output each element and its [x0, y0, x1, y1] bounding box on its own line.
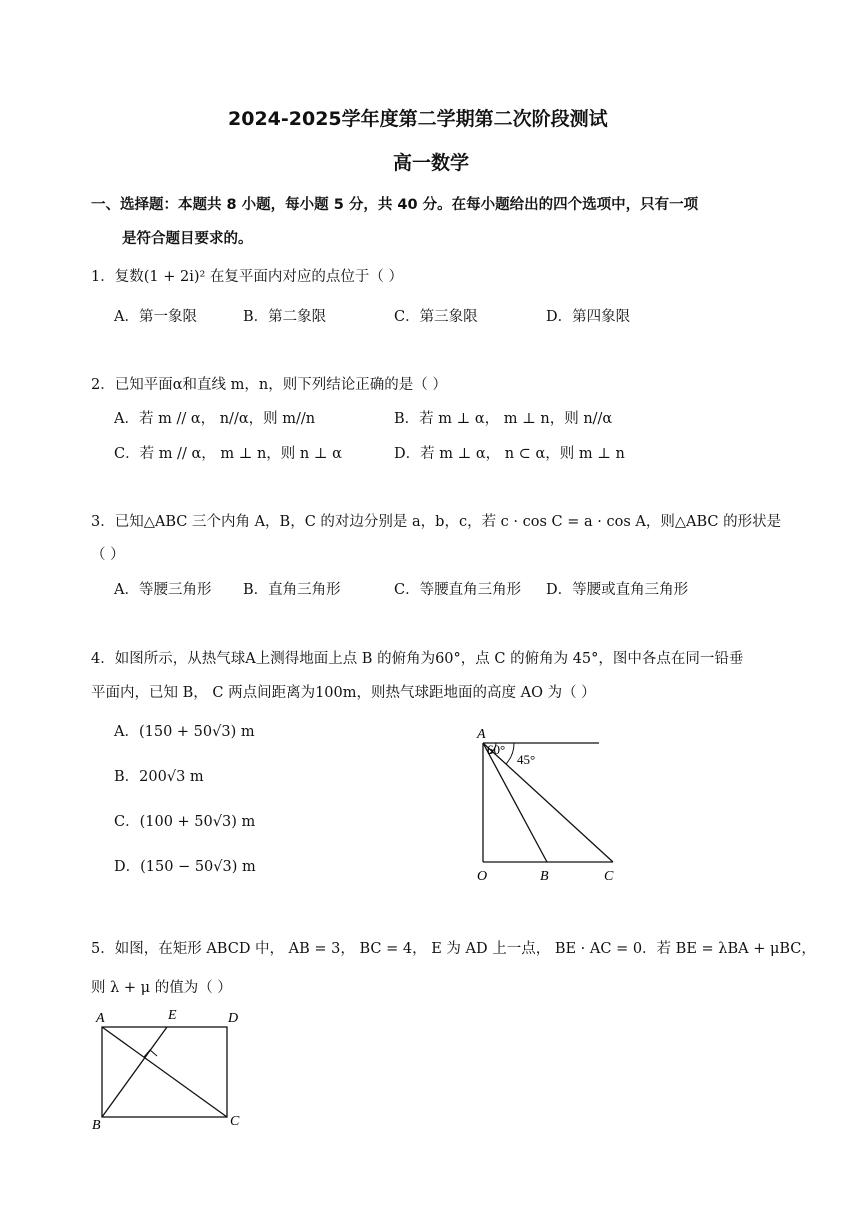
question-3-option-b: B．直角三角形 [243, 582, 341, 598]
question-4-option-c: C．(100 + 50√3) m [114, 814, 256, 830]
question-1-option-b: B．第二象限 [243, 309, 327, 325]
question-3-option-c: C．等腰直角三角形 [394, 582, 522, 598]
fig5-label-C: C [230, 1114, 240, 1129]
question-1-option-a: A．第一象限 [114, 309, 197, 325]
fig5-label-A: A [96, 1011, 105, 1026]
question-5-stem-cont: 则 λ + μ 的值为（ ） [91, 980, 232, 996]
question-2-option-c: C．若 m // α， m ⊥ n，则 n ⊥ α [114, 446, 342, 462]
fig4-label-angle-45: 45° [517, 752, 536, 767]
question-1-option-c: C．第三象限 [394, 309, 478, 325]
fig4-label-A: A [477, 727, 486, 742]
question-2-option-b: B．若 m ⊥ α， m ⊥ n，则 n//α [394, 411, 613, 427]
fig4-label-angle-60: 60° [487, 742, 506, 757]
page-subtitle: 高一数学 [393, 152, 470, 174]
question-4-option-a: A．(150 + 50√3) m [114, 724, 255, 740]
question-2-stem: 2．已知平面α和直线 m，n，则下列结论正确的是（ ） [91, 377, 447, 393]
fig5-label-D: D [228, 1011, 239, 1026]
question-5-stem: 5．如图，在矩形 ABCD 中， AB = 3， BC = 4， E 为 AD 上一点， BE · AC = 0．若 BE = λBA + μBC， [91, 941, 816, 957]
question-2-option-d: D．若 m ⊥ α， n ⊂ α，则 m ⊥ n [394, 446, 625, 462]
question-1-option-d: D．第四象限 [546, 309, 631, 325]
question-2-option-a: A．若 m // α， n//α，则 m//n [114, 411, 316, 427]
fig5-line-BE [102, 1027, 167, 1117]
question-3-stem-cont: （ ） [91, 547, 125, 563]
question-4-stem-cont: 平面内，已知 B， C 两点间距离为100m，则热气球距地面的高度 AO 为（ ） [91, 685, 596, 701]
question-3-option-d: D．等腰或直角三角形 [546, 582, 689, 598]
question-1-stem: 1．复数(1 + 2i)² 在复平面内对应的点位于（ ） [91, 269, 404, 285]
section-heading-line1: 一、选择题：本题共 8 小题，每小题 5 分，共 40 分。在每小题给出的四个选项中，只有一项 [91, 197, 699, 213]
fig5-diagonal-AC [102, 1027, 227, 1117]
fig4-label-O: O [477, 869, 488, 884]
question-3-stem: 3．已知△ABC 三个内角 A，B，C 的对边分别是 a，b，c，若 c · cos C = a · cos A，则△ABC 的形状是 [91, 514, 782, 530]
fig4-line-AC [483, 743, 613, 862]
question-4-option-d: D．(150 − 50√3) m [114, 859, 256, 875]
question-4-option-b: B．200√3 m [114, 769, 204, 785]
fig4-angle-arc-45 [506, 743, 514, 764]
section-heading-line2: 是符合题目要求的。 [122, 231, 253, 247]
question-4-figure [470, 722, 630, 887]
fig4-label-B: B [540, 869, 549, 884]
fig5-label-E: E [168, 1008, 177, 1023]
fig5-label-B: B [92, 1118, 101, 1133]
question-3-option-a: A．等腰三角形 [114, 582, 212, 598]
page-title: 2024-2025学年度第二学期第二次阶段测试 [228, 108, 608, 130]
question-5-figure [88, 1005, 248, 1135]
fig4-label-C: C [604, 869, 614, 884]
question-4-stem: 4．如图所示，从热气球A上测得地面上点 B 的俯角为60°，点 C 的俯角为 45°，图中各点在同一铅垂 [91, 651, 744, 667]
fig4-line-AB [483, 743, 547, 862]
